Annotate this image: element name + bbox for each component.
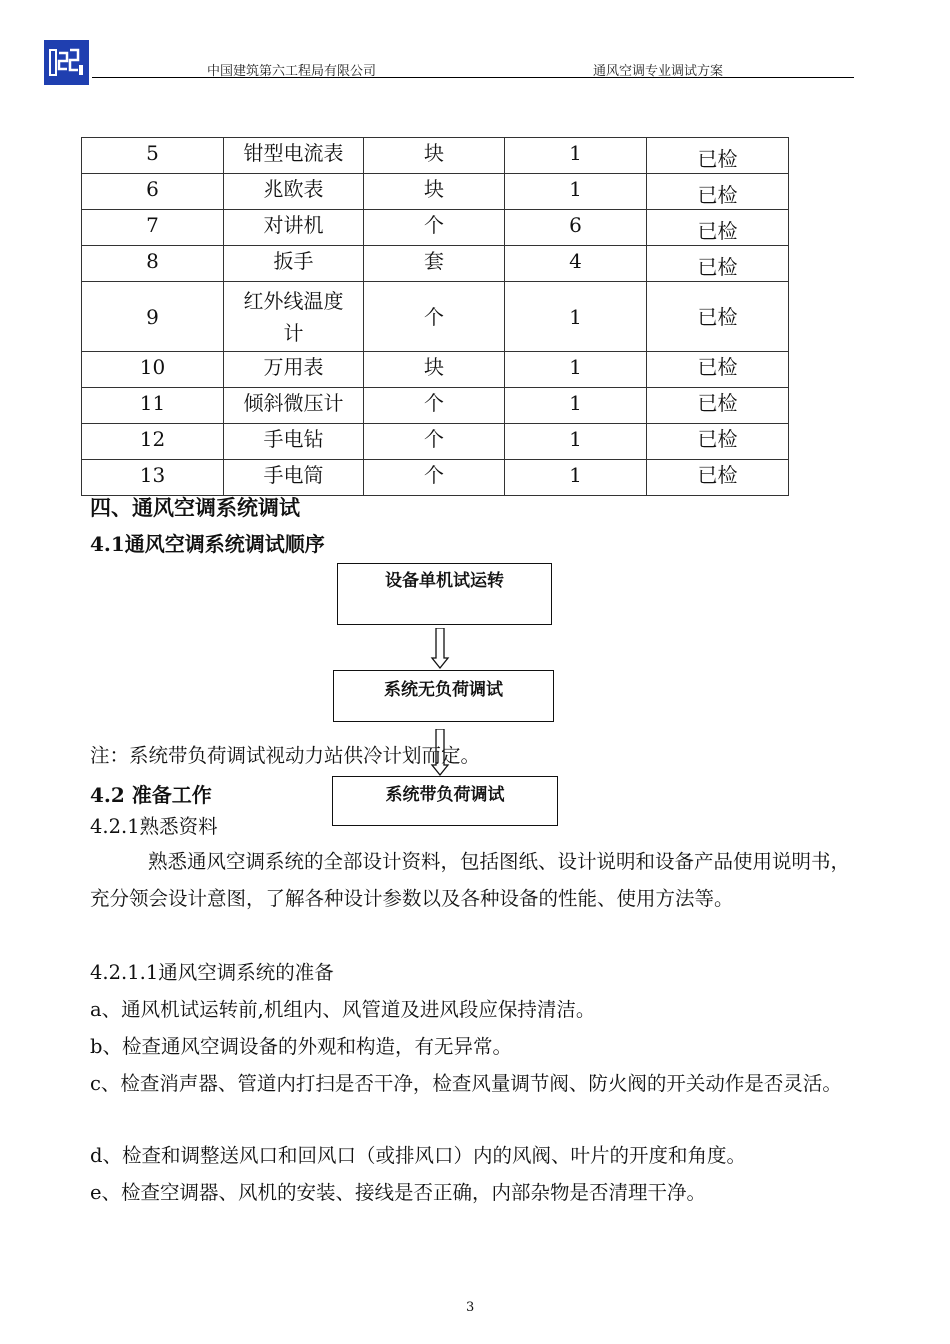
table-row: [82, 174, 789, 210]
cell-qty: 1: [505, 282, 647, 352]
header-doc-title: 通风空调专业调试方案: [593, 64, 724, 79]
flow-step-3-label: 系统带负荷调试: [385, 785, 505, 805]
cell-unit: 块: [364, 174, 505, 210]
cell-name: 钳型电流表: [224, 138, 364, 174]
cell-no: 10: [82, 352, 224, 388]
subsection-4-2-1-1-title: 4.2.1.1通风空调系统的准备: [90, 961, 334, 984]
flow-step-2: [333, 670, 554, 722]
cell-no: 6: [82, 174, 224, 210]
table-row: [82, 210, 789, 246]
cell-status: 已检: [647, 352, 789, 388]
cell-qty: 1: [505, 460, 647, 496]
cell-status: 已检: [647, 460, 789, 496]
flow-note: 注：系统带负荷调试视动力站供冷计划而定。: [90, 744, 481, 767]
table-row: [82, 388, 789, 424]
cell-unit: 个: [364, 388, 505, 424]
cell-name: 对讲机: [224, 210, 364, 246]
table-row: [82, 352, 789, 388]
cell-status: 已检: [647, 246, 789, 282]
subsection-4-2-title: 4.2 准备工作: [90, 783, 212, 807]
paragraph-familiarize: 熟悉通风空调系统的全部设计资料，包括图纸、设计说明和设备产品使用说明书，充分领会设计意图，了解各种设计参数以及各种设备的性能、使用方法等。: [90, 850, 851, 910]
company-logo: [44, 40, 89, 85]
list-item: b、检查通风空调设备的外观和构造，有无异常。: [90, 1035, 512, 1058]
cell-qty: 1: [505, 424, 647, 460]
down-arrow-icon: [430, 628, 450, 670]
cell-unit: 块: [364, 352, 505, 388]
cell-no: 7: [82, 210, 224, 246]
cell-unit: 个: [364, 460, 505, 496]
cell-name: 倾斜微压计: [224, 388, 364, 424]
list-item: c、检查消声器、管道内打扫是否干净，检查风量调节阀、防火阀的开关动作是否灵活。: [90, 1072, 842, 1095]
cell-status: 已检: [647, 138, 789, 174]
cell-no: 12: [82, 424, 224, 460]
cell-no: 13: [82, 460, 224, 496]
equipment-table: [81, 137, 789, 496]
cell-unit: 个: [364, 210, 505, 246]
cell-unit: 块: [364, 138, 505, 174]
cell-name: 万用表: [224, 352, 364, 388]
cell-qty: 4: [505, 246, 647, 282]
flow-step-1-label: 设备单机试运转: [385, 571, 504, 591]
table-row: [82, 282, 789, 352]
flow-step-1: [337, 563, 552, 625]
cell-name: 手电钻: [224, 424, 364, 460]
cell-qty: 6: [505, 210, 647, 246]
cell-qty: 1: [505, 352, 647, 388]
cell-unit: 个: [364, 424, 505, 460]
cell-status: 已检: [647, 210, 789, 246]
cell-no: 9: [82, 282, 224, 352]
cell-name: 手电筒: [224, 460, 364, 496]
subsection-4-1-title: 4.1通风空调系统调试顺序: [90, 532, 325, 556]
cell-unit: 套: [364, 246, 505, 282]
cell-no: 8: [82, 246, 224, 282]
list-item: e、检查空调器、风机的安装、接线是否正确，内部杂物是否清理干净。: [90, 1181, 707, 1204]
list-item: a、通风机试运转前,机组内、风管道及进风段应保持清洁。: [90, 998, 596, 1021]
cell-unit: 个: [364, 282, 505, 352]
table-row: [82, 138, 789, 174]
cell-status: 已检: [647, 388, 789, 424]
cell-status: 已检: [647, 424, 789, 460]
cell-no: 5: [82, 138, 224, 174]
subsection-4-2-1-title: 4.2.1熟悉资料: [90, 815, 218, 838]
cscec-logo-icon: [49, 45, 84, 80]
cell-qty: 1: [505, 138, 647, 174]
page-number: 3: [466, 1300, 475, 1315]
cell-name: 红外线温度计: [224, 282, 364, 352]
header-company: 中国建筑第六工程局有限公司: [207, 64, 377, 79]
table-row: [82, 246, 789, 282]
cell-status: 已检: [647, 282, 789, 352]
flow-step-2-label: 系统无负荷调试: [384, 680, 503, 700]
cell-status: 已检: [647, 174, 789, 210]
cell-qty: 1: [505, 388, 647, 424]
table-row: [82, 460, 789, 496]
section-title: 四、通风空调系统调试: [90, 495, 300, 520]
header-rule: [92, 77, 854, 78]
table-row: [82, 424, 789, 460]
cell-qty: 1: [505, 174, 647, 210]
list-item: d、检查和调整送风口和回风口（或排风口）内的风阀、叶片的开度和角度。: [90, 1144, 746, 1167]
cell-name: 兆欧表: [224, 174, 364, 210]
cell-name: 扳手: [224, 246, 364, 282]
cell-no: 11: [82, 388, 224, 424]
